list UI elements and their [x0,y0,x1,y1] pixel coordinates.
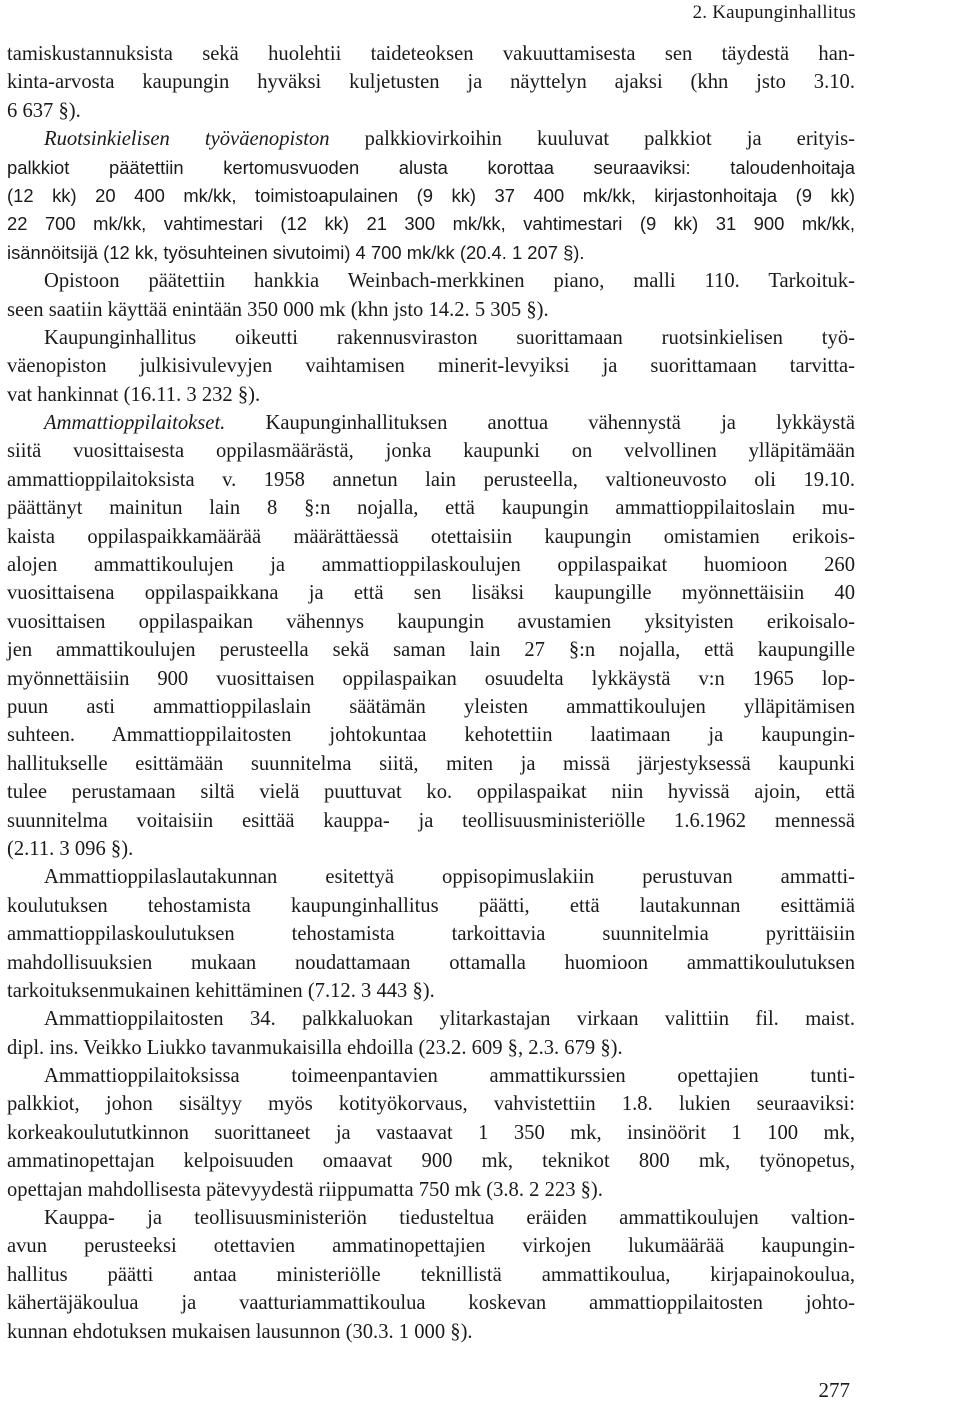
text-line [7,267,855,295]
line-text: puun asti ammattioppilaslain säätämän yleisten ammattikoulujen ylläpitämisen [7,695,855,718]
text-line [7,750,855,778]
text-line [7,1119,855,1147]
line-text: alojen ammattikoulujen ja ammattioppilaskoulujen oppilaspaikat huomioon 260 [7,554,855,577]
line-text: palkkiot, johon sisältyy myös kotityökorvaus, vahvistettiin 1.8. lukien seuraaviksi: [7,1093,855,1116]
text-line [7,949,855,977]
line-text: Ammattioppilaslautakunnan esitettyä oppisopimuslakiin perustuvan ammatti- [44,866,855,889]
text-line [7,409,855,437]
text-line [7,892,855,920]
page-number: 277 [818,1378,850,1402]
line-text: väenopiston julkisivulevyjen vaihtamisen minerit-levyiksi ja suorittamaan tarvitta- [7,355,855,378]
line-text: Kaupunginhallitus oikeutti rakennusviraston suorittamaan ruotsinkielisen työ- [44,326,855,349]
line-text: hallitukselle esittämään suunnitelma siitä, miten ja missä järjestyksessä kaupunki [7,752,855,775]
line-text: tamiskustannuksista sekä huolehtii taideteoksen vakuuttamisesta sen täydestä han- [7,43,855,65]
line-text: ammattioppilaitoksista v. 1958 annetun lain perusteella, valtioneuvosto oli 19.10. [7,468,855,491]
line-text: päättänyt mainitun lain 8 §:n nojalla, että kaupungin ammattioppilaitoslain mu- [7,497,855,520]
line-text: suhteen. Ammattioppilaitosten johtokuntaa kehotettiin laatimaan ja kaupungin- [7,724,855,747]
line-text: Kauppa- ja teollisuusministeriön tiedusteltua eräiden ammattikoulujen valtion- [44,1207,855,1230]
page-body [7,40,855,1346]
line-text: hallitus päätti antaa ministeriölle teknillistä ammattikoulua, kirjapainokoulua, [7,1263,855,1286]
line-text: siitä vuosittaisesta oppilasmäärästä, jonka kaupunki on velvollinen ylläpitämään [7,440,855,463]
text-line [7,154,855,182]
text-line [7,40,855,68]
italic-run: Ammattioppilaitokset. [44,412,226,435]
text-line [7,835,855,863]
line-text: kinta-arvosta kaupungin hyväksi kuljetusten ja näyttelyn ajaksi (khn jsto 3.10. [7,71,855,94]
text-line [7,1062,855,1090]
text-line [7,579,855,607]
text-line [7,1176,855,1204]
text-line [7,665,855,693]
running-header: 2. Kaupunginhallitus [692,2,856,23]
text-line [7,494,855,522]
line-text: 6 637 §). [7,99,81,122]
text-line [7,182,855,210]
text-line [7,636,855,664]
text-line [7,239,855,267]
text-line [7,381,855,409]
line-text: mahdollisuuksien mukaan noudattamaan ottamalla huomioon ammattikoulutuksen [7,951,855,974]
line-text: tarkoituksenmukainen kehittäminen (7.12. 3 443 §). [7,979,435,1002]
text-line [7,324,855,352]
text-line [7,1147,855,1175]
line-text: jen ammattikoulujen perusteella sekä saman lain 27 §:n nojalla, että kaupungille [7,639,855,662]
line-text: Ammattioppilaitoksissa toimeenpantavien ammattikurssien opettajien tunti- [44,1065,855,1088]
text-line [7,1289,855,1317]
text-line [7,296,855,324]
text-line [7,1090,855,1118]
line-text: palkkiovirkoihin kuuluvat palkkiot ja erityis- [329,128,856,151]
line-text: suunnitelma voitaisiin esittää kauppa- ja teollisuusministeriölle 1.6.1962 mennessä [7,809,855,832]
line-text: (2.11. 3 096 §). [7,837,134,860]
text-line [7,1232,855,1260]
line-text: kunnan ehdotuksen mukaisen lausunnon (30.3. 1 000 §). [7,1320,473,1343]
text-line [7,807,855,835]
line-text: vuosittaisen oppilaspaikan vähennys kaupungin avustamien yksityisten erikoisalo- [7,610,855,633]
line-text: vuosittaisena oppilaspaikkana ja että sen lisäksi kaupungille myönnettäisiin 40 [7,582,855,605]
line-text: kähertäjäkoulua ja vaatturiammattikoulua koskevan ammattioppilaitosten johto- [7,1292,855,1315]
line-text: tulee perustamaan siltä vielä puuttuvat ko. oppilaspaikat niin hyvissä ajoin, että [7,781,855,804]
line-text: isännöitsijä (12 kk, työsuhteinen sivutoimi) 4 700 mk/kk (20.4. 1 207 §). [7,241,585,263]
text-line [7,1261,855,1289]
text-line [7,210,855,238]
line-text: koulutuksen tehostamista kaupunginhallitus päätti, että lautakunnan esittämiä [7,894,855,917]
text-line [7,352,855,380]
text-line [7,863,855,891]
text-line [7,125,855,153]
line-text: seen saatiin käyttää enintään 350 000 mk (khn jsto 14.2. 5 305 §). [7,298,549,321]
line-text: myönnettäisiin 900 vuosittaisen oppilaspaikan osuudelta lykkäystä v:n 1965 lop- [7,667,855,690]
text-line [7,437,855,465]
text-line [7,1318,855,1346]
text-line [7,1034,855,1062]
line-text: vat hankinnat (16.11. 3 232 §). [7,383,261,406]
text-line [7,721,855,749]
italic-run: Ruotsinkielisen työväenopiston [44,128,330,151]
line-text: ammatinopettajan kelpoisuuden omaavat 900 mk, teknikot 800 mk, työnopetus, [7,1150,855,1173]
text-line [7,608,855,636]
line-text: avun perusteeksi otettavien ammatinopettajien virkojen lukumäärää kaupungin- [7,1235,855,1258]
line-text: Kaupunginhallituksen anottua vähennystä ja lykkäystä [225,412,855,435]
text-line [7,523,855,551]
line-text: Opistoon päätettiin hankkia Weinbach-merkkinen piano, malli 110. Tarkoituk- [44,270,855,293]
line-text: dipl. ins. Veikko Liukko tavanmukaisilla ehdoilla (23.2. 609 §, 2.3. 679 §). [7,1036,623,1059]
text-line [7,551,855,579]
line-text: (12 kk) 20 400 mk/kk, toimistoapulainen (9 kk) 37 400 mk/kk, kirjastonhoitaja (9 kk) [7,184,855,206]
line-text: kaista oppilaspaikkamäärää määrättäessä otettaisiin kaupungin omistamien erikois- [7,525,855,548]
line-text: 22 700 mk/kk, vahtimestari (12 kk) 21 300 mk/kk, vahtimestari (9 kk) 31 900 mk/kk, [7,213,855,235]
text-line [7,778,855,806]
text-line [7,68,855,96]
line-text: opettajan mahdollisesta pätevyydestä riippumatta 750 mk (3.8. 2 223 §). [7,1178,603,1201]
text-line [7,466,855,494]
text-line [7,97,855,125]
line-text: korkeakoulututkinnon suorittaneet ja vastaavat 1 350 mk, insinöörit 1 100 mk, [7,1121,855,1144]
text-line [7,1005,855,1033]
line-text: ammattioppilaskoulutuksen tehostamista tarkoittavia suunnitelmia pyrittäisiin [7,923,855,946]
line-text: palkkiot päätettiin kertomusvuoden alusta korottaa seuraaviksi: taloudenhoitaja [7,156,855,178]
text-line [7,977,855,1005]
text-line [7,920,855,948]
text-line [7,693,855,721]
text-line [7,1204,855,1232]
line-text: Ammattioppilaitosten 34. palkkaluokan ylitarkastajan virkaan valittiin fil. maist. [44,1008,855,1031]
